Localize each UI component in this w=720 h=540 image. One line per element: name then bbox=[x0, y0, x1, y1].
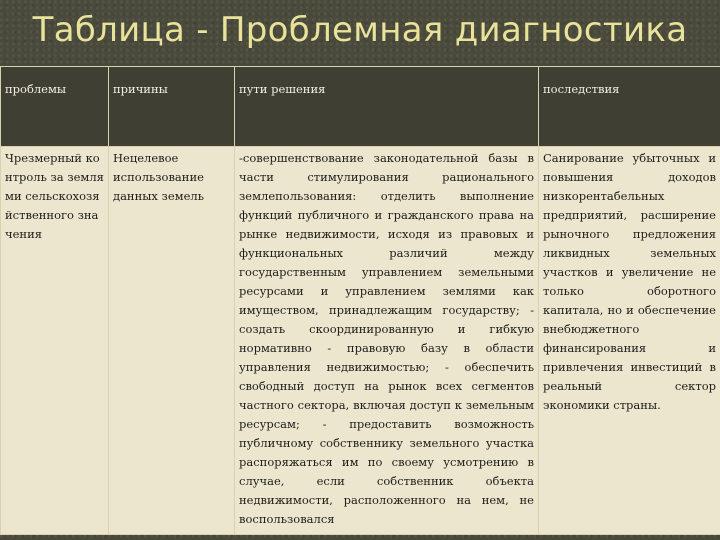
header-causes: причины bbox=[109, 67, 235, 147]
table-header-row bbox=[1, 67, 720, 147]
problems-text: Чрезмерный контроль за землями сельскохозяйственного значения bbox=[5, 151, 104, 241]
diagnostics-table bbox=[0, 66, 720, 535]
table-row bbox=[1, 147, 720, 535]
header-consequences: последствия bbox=[539, 67, 720, 147]
slide-title: Таблица - Проблемная диагностика bbox=[32, 10, 688, 50]
consequences-text: Санирование убыточных и повышения доходов низкорентабельных предприятий, расширение рыночного предложения ликвидных земельных участков и увеличение не только оборотного капитала, но и обеспечение внебюджетного финансирования и привлечения инвестиций в реальный сектор экономики страны. bbox=[543, 151, 716, 412]
cell-solutions bbox=[235, 147, 539, 535]
cell-problems bbox=[1, 147, 109, 535]
header-solutions: пути решения bbox=[235, 67, 539, 147]
causes-text: Нецелевое использование данных земель bbox=[113, 151, 204, 203]
solutions-text: -совершенствование законодательной базы в части стимулирования рационального землепользования: отделить выполнение функций публичного и гражданского права на рынке недвижимости, исходя из правовых и функциональных различий между государственным управлением земельными ресурсами и управлением землями как имуществом, принадлежащим государству; - создать скоординированную и гибкую нормативно - правовую базу в области управления недвижимостью; - обеспечить свободный доступ на рынок всех сегментов частного сектора, включая доступ к земельным ресурсам; - предоставить возможность публичному собственнику земельного участка распоряжаться им по своему усмотрению в случае, если собственник объекта недвижимости, расположенного на нем, не воспользовался bbox=[239, 151, 534, 526]
cell-consequences bbox=[539, 147, 720, 535]
cell-causes bbox=[109, 147, 235, 535]
header-problems: проблемы bbox=[1, 67, 109, 147]
